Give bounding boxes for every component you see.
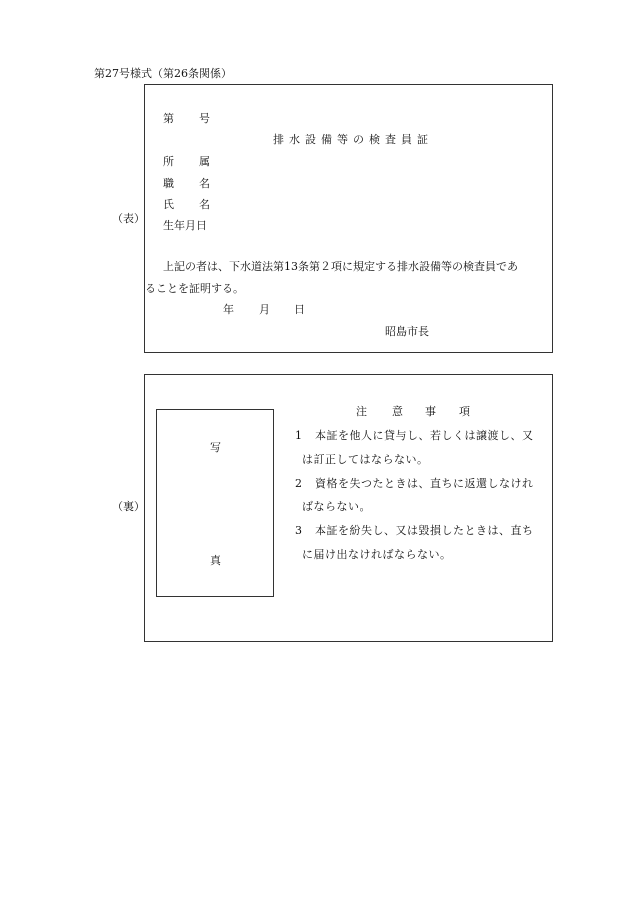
field-label-birthdate: 生年月日 xyxy=(163,219,207,232)
statement-line-2: ることを証明する。 xyxy=(145,282,244,295)
statement-line-1: 上記の者は、下水道法第13条第２項に規定する排水設備等の検査員であ xyxy=(163,260,518,273)
note-number: 2 xyxy=(295,477,302,490)
number-label-prefix: 第 xyxy=(163,112,174,125)
date-year-label: 年 xyxy=(223,303,234,316)
photo-label-top: 写 xyxy=(210,441,221,454)
note-line-1: 本証を他人に貸与し、若しくは譲渡し、又 xyxy=(315,429,534,442)
field-label-position-a: 職 xyxy=(163,177,174,190)
front-side-label: （表） xyxy=(112,212,145,225)
form-title: 第27号様式（第26条関係） xyxy=(94,67,232,80)
note-number: 3 xyxy=(295,524,302,537)
back-side-label: （裏） xyxy=(112,500,145,513)
note-line-2: に届け出なければならない。 xyxy=(302,548,452,561)
notes-title-char-2: 意 xyxy=(392,405,403,418)
field-label-affiliation-a: 所 xyxy=(163,155,174,168)
note-line-2: は訂正してはならない。 xyxy=(302,453,429,466)
photo-label-bottom: 真 xyxy=(210,554,221,567)
back-card xyxy=(144,374,553,642)
notes-title-char-4: 項 xyxy=(459,405,470,418)
field-label-affiliation-b: 属 xyxy=(199,155,210,168)
date-day-label: 日 xyxy=(294,303,305,316)
field-label-name-b: 名 xyxy=(199,198,210,211)
field-label-position-b: 名 xyxy=(199,177,210,190)
issuer: 昭島市長 xyxy=(385,325,429,338)
number-label-suffix: 号 xyxy=(199,112,210,125)
field-label-name-a: 氏 xyxy=(163,198,174,211)
note-line-2: ばならない。 xyxy=(302,500,371,513)
note-line-1: 資格を失つたときは、直ちに返還しなけれ xyxy=(315,477,534,490)
photo-frame xyxy=(156,409,274,597)
date-month-label: 月 xyxy=(259,303,270,316)
note-line-1: 本証を紛失し、又は毀損したときは、直ち xyxy=(315,524,534,537)
note-number: 1 xyxy=(295,429,302,442)
notes-title-char-1: 注 xyxy=(356,405,367,418)
front-card xyxy=(144,84,553,353)
notes-title-char-3: 事 xyxy=(425,405,436,418)
card-title: 排水設備等の検査員証 xyxy=(273,133,433,146)
